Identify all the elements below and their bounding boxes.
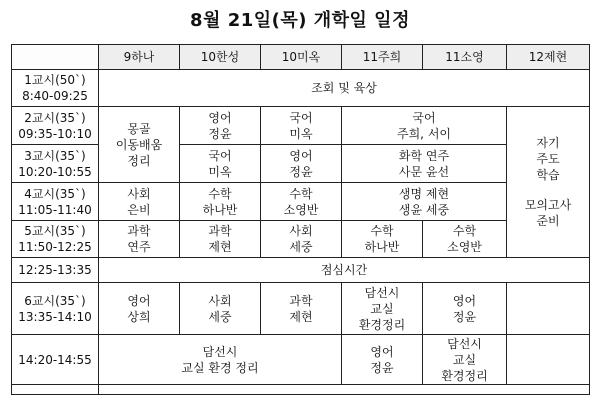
table-row — [12, 258, 590, 283]
assembly-cell: 조회 및 육상 — [99, 70, 590, 107]
lunch-cell: 점심시간 — [99, 258, 590, 283]
header-corner — [12, 45, 99, 70]
cell-p7-left: 담선시 교실 환경 정리 — [99, 335, 342, 385]
cell-p6-10miok: 과학 제현 — [261, 283, 342, 335]
cell-p3-10hanseong: 국어 미옥 — [180, 145, 261, 183]
header-row — [12, 45, 590, 70]
header-12jehyeon: 12제현 — [507, 45, 590, 70]
table-row — [12, 385, 590, 395]
header-11juhui: 11주희 — [342, 45, 423, 70]
cell-p2-11: 국어 주희, 서이 — [342, 107, 507, 145]
cell-p2-9hana: 몽골 이동배움 정리 — [99, 107, 180, 183]
period-2-label: 2교시(35`) 09:35-10:10 — [12, 107, 99, 145]
header-9hana: 9하나 — [99, 45, 180, 70]
cell-p2-10miok: 국어 미옥 — [261, 107, 342, 145]
table-row — [12, 70, 590, 107]
cell-p4-10miok: 수학 소영반 — [261, 183, 342, 221]
period-7-label: 14:20-14:55 — [12, 335, 99, 385]
table-row — [12, 183, 590, 221]
period-5-label: 5교시(35`) 11:50-12:25 — [12, 221, 99, 258]
header-11soyoung: 11소영 — [423, 45, 507, 70]
table-row — [12, 145, 590, 183]
table-row — [12, 283, 590, 335]
cell-p4-10hanseong: 수학 하나반 — [180, 183, 261, 221]
cell-p5-10hanseong: 과학 제현 — [180, 221, 261, 258]
cell-p5-11soyoung: 수학 소영반 — [423, 221, 507, 258]
cell-empty — [99, 385, 590, 395]
header-10miok: 10미옥 — [261, 45, 342, 70]
cell-p7-12jehyeon — [507, 335, 590, 385]
cell-p7-11soyoung: 담선시 교실 환경정리 — [423, 335, 507, 385]
cell-p2-10hanseong: 영어 정윤 — [180, 107, 261, 145]
cell-p3-10miok: 영어 정윤 — [261, 145, 342, 183]
period-6-label: 6교시(35`) 13:35-14:10 — [12, 283, 99, 335]
cell-12-self-study: 자기 주도 학습 모의고사 준비 — [507, 107, 590, 258]
cell-p6-11soyoung: 영어 정윤 — [423, 283, 507, 335]
cell-p5-9hana: 과학 연주 — [99, 221, 180, 258]
cell-p6-11juhui: 담선시 교실 환경정리 — [342, 283, 423, 335]
table-row — [12, 221, 590, 258]
cell-p4-9hana: 사회 은비 — [99, 183, 180, 221]
table-row — [12, 335, 590, 385]
cell-p6-12jehyeon — [507, 283, 590, 335]
header-10hanseong: 10한성 — [180, 45, 261, 70]
lunch-time-label: 12:25-13:35 — [12, 258, 99, 283]
period-1-label: 1교시(50`) 8:40-09:25 — [12, 70, 99, 107]
schedule-table — [11, 44, 590, 395]
cell-p4-11: 생명 제현 생윤 세중 — [342, 183, 507, 221]
cell-empty — [12, 385, 99, 395]
cell-p6-9hana: 영어 상희 — [99, 283, 180, 335]
cell-p6-10hanseong: 사회 세중 — [180, 283, 261, 335]
cell-p7-11juhui: 영어 정윤 — [342, 335, 423, 385]
period-4-label: 4교시(35`) 11:05-11:40 — [12, 183, 99, 221]
cell-p5-11juhui: 수학 하나반 — [342, 221, 423, 258]
table-row — [12, 107, 590, 145]
page-title: 8월 21일(목) 개학일 일정 — [190, 10, 410, 31]
cell-p3-11: 화학 연주 사문 윤선 — [342, 145, 507, 183]
period-3-label: 3교시(35`) 10:20-10:55 — [12, 145, 99, 183]
cell-p5-10miok: 사회 세중 — [261, 221, 342, 258]
